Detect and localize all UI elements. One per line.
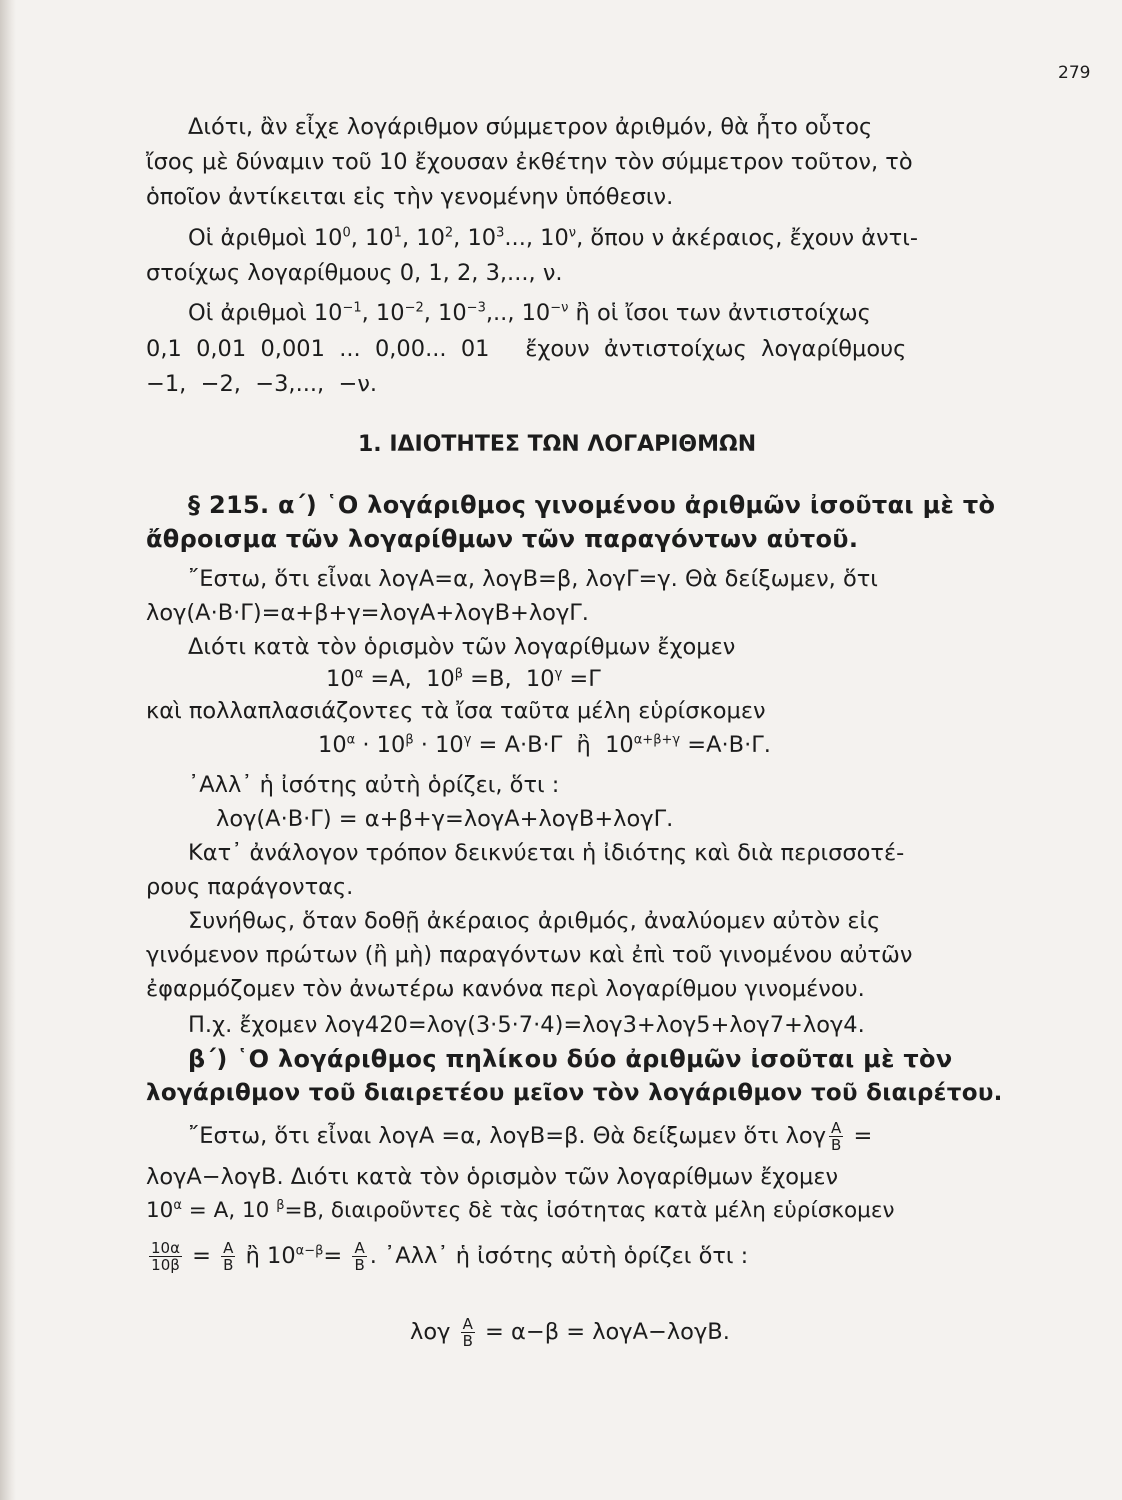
theorem-a-line1: § 215. α΄) ῾Ο λογάριθμος γινομένου ἀριθμῶν ἰσοῦται μὲ τὸ (188, 491, 996, 519)
proof-b-final: λογ $\frac{A}{B}$ = α−β = λογΑ−λογΒ. (410, 1315, 730, 1350)
para1-line2: ἴσος μὲ δύναμιν τοῦ 10 ἔχουσαν ἐκθέτην τὸν σύμμετρον τοῦτον, τὸ (146, 149, 913, 175)
theorem-b-line2: λογάριθμον τοῦ διαιρετέου μεῖον τὸν λογάριθμον τοῦ διαιρέτου. (146, 1080, 1003, 1106)
decimals-line: 0,1 0,01 0,001 ... 0,00... 01 ἔχουν ἀντιστοίχως λογαρίθμους (146, 336, 907, 362)
section-heading: 1. ΙΔΙΟΤΗΤΕΣ ΤΩΝ ΛΟΓΑΡΙΘΜΩΝ (358, 432, 757, 457)
proof-a-line7: ᾿Αλλ᾿ ἡ ἰσότης αὐτὴ ὁρίζει, ὅτι : (188, 772, 560, 798)
theorem-b-line1: β΄) ῾Ο λογάριθμος πηλίκου δύο ἀριθμῶν ἰσοῦται μὲ τὸν (188, 1045, 953, 1073)
proof-b-line2: λογΑ−λογΒ. Διότι κατὰ τὸν ὁρισμὸν τῶν λογαρίθμων ἔχομεν (146, 1164, 839, 1190)
proof-a-line9: Κατ᾿ ἀνάλογον τρόπον δεικνύεται ἡ ἰδιότης καὶ διὰ περισσοτέ- (188, 840, 905, 866)
proof-b-line3: $10^\alpha = A$, 10 $^\beta$=Β, διαιροῦντες δὲ τὰς ἰσότητας κατὰ μέλη εὑρίσκομεν (146, 1197, 895, 1223)
negatives-line: −1, −2, −3,..., −ν. (146, 371, 378, 397)
proof-a-eq2: $10^\alpha \cdot 10^\beta \cdot 10^\gamma = A\cdot B\cdot\Gamma$ ἢ $10^{\alpha+\beta+\gamma} =A\cdot B\cdot\Gamma$. (318, 732, 771, 758)
proof-a-line8: λογ(Α·Β·Γ) = α+β+γ=λογΑ+λογΒ+λογΓ. (216, 806, 674, 832)
fraction-a-over-b-2: $\frac{A}{B}$ (223, 1239, 234, 1274)
neg-powers-line: Οἱ ἀριθμοὶ $10^{-1}$, $10^{-2}$, $10^{-3}$,.., $10^{-\nu}$ ἢ οἱ ἴσοι των ἀντιστοίχως (188, 300, 871, 326)
theorem-a-line2: ἄθροισμα τῶν λογαρίθμων τῶν παραγόντων αὐτοῦ. (146, 525, 859, 553)
fraction-a-over-b-3: $\frac{A}{B}$ (354, 1239, 365, 1274)
powers-line: Οἱ ἀριθμοὶ $10^0$, $10^1$, $10^2$, $10^3$..., $10^\nu$, ὅπου ν ἀκέραιος, ἔχουν ἀντι- (188, 225, 918, 251)
fraction-a-over-b: $\frac{A}{B}$ (831, 1119, 842, 1154)
example-line: Π.χ. ἔχομεν λογ420=λογ(3·5·7·4)=λογ3+λογ5+λογ7+λογ4. (188, 1012, 865, 1038)
proof-a-line3: Διότι κατὰ τὸν ὁρισμὸν τῶν λογαρίθμων ἔχομεν (188, 634, 736, 660)
proof-a-line1: ῎Εστω, ὅτι εἶναι λογΑ=α, λογΒ=β, λογΓ=γ. Θὰ δείξωμεν, ὅτι (188, 566, 878, 592)
fraction-a-over-b-4: $\frac{A}{B}$ (462, 1315, 473, 1350)
fraction-powers: $\frac{10\alpha}{10\beta}$ (151, 1239, 180, 1274)
proof-b-line4: $\frac{10\alpha}{10\beta}$ = $\frac{A}{B}$ ἢ $10^{\alpha-\beta}=$ $\frac{A}{B}$ . ᾿Αλλ᾿ ἡ ἰσότης αὐτὴ ὁρίζει ὅτι : (151, 1239, 749, 1274)
para1-line3: ὁποῖον ἀντίκειται εἰς τὴν γενομένην ὑπόθεσιν. (146, 184, 674, 210)
proof-a-line2: λογ(Α·Β·Γ)=α+β+γ=λογΑ+λογΒ+λογΓ. (146, 600, 589, 626)
para1-line1: Διότι, ἂν εἶχε λογάριθμον σύμμετρον ἀριθμόν, θὰ ἦτο οὗτος (188, 114, 873, 140)
proof-a-line10: ρους παράγοντας. (146, 874, 354, 900)
proof-b-line1: ῎Εστω, ὅτι εἶναι λογΑ =α, λογΒ=β. Θὰ δείξωμεν ὅτι λογ $\frac{A}{B}$ = (188, 1119, 873, 1154)
usually-line2: γινόμενον πρώτων (ἢ μὴ) παραγόντων καὶ ἐπὶ τοῦ γινομένου αὐτῶν (146, 942, 913, 968)
usually-line1: Συνήθως, ὅταν δοθῇ ἀκέραιος ἀριθμός, ἀναλύομεν αὐτὸν εἰς (188, 908, 881, 934)
proof-a-line5: καὶ πολλαπλασιάζοντες τὰ ἴσα ταῦτα μέλη εὑρίσκομεν (146, 698, 766, 724)
usually-line3: ἐφαρμόζομεν τὸν ἀνωτέρω κανόνα περὶ λογαρίθμου γινομένου. (146, 976, 865, 1002)
powers-line2: στοίχως λογαρίθμους 0, 1, 2, 3,..., ν. (146, 260, 563, 286)
proof-a-eq1: $10^\alpha =A$, $10^\beta =B$, $10^\gamma =\Gamma$ (326, 666, 601, 692)
page-number: 279 (1058, 63, 1091, 83)
